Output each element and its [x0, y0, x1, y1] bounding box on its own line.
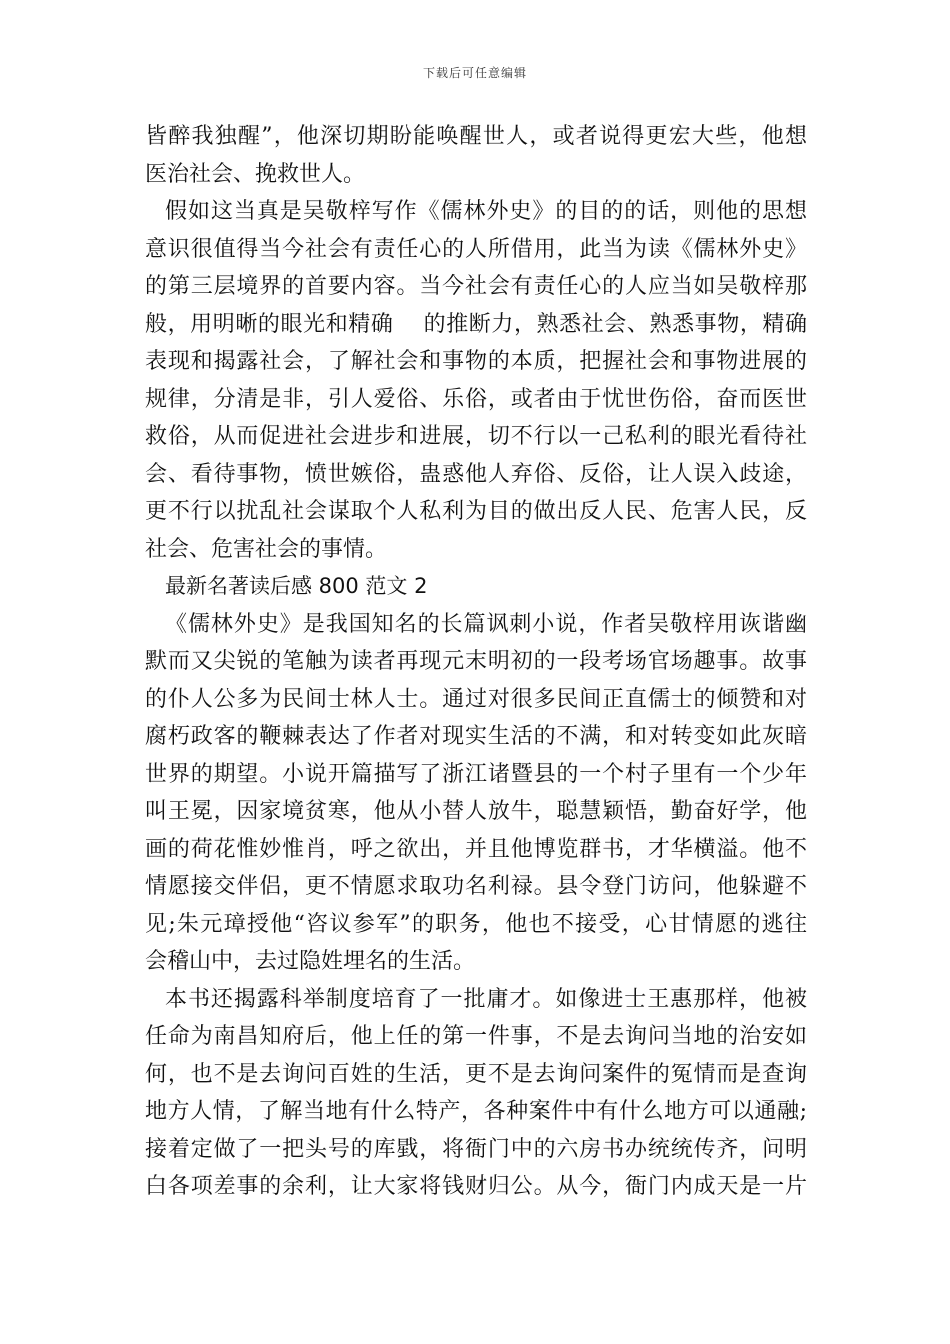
- text-line: 情愿接交伴侣，更不情愿求取功名利禄。县令登门访问，他躲避不: [145, 874, 807, 899]
- text-line: 叫王冕，因家境贫寒，他从小替人放牛，聪慧颖悟，勤奋好学，他: [145, 799, 807, 824]
- text-line: 般，用明晰的眼光和精确 的推断力，熟悉社会、熟悉事物，精确: [145, 311, 807, 337]
- text-line: 的第三层境界的首要内容。当今社会有责任心的人应当如吴敬梓那: [145, 274, 807, 299]
- text-line: 世界的期望。小说开篇描写了浙江诸暨县的一个村子里有一个少年: [145, 761, 807, 787]
- text-line: 表现和揭露社会，了解社会和事物的本质，把握社会和事物进展的: [145, 349, 807, 374]
- document-body: [145, 118, 807, 1206]
- text-line: 任命为南昌知府后，他上任的第一件事，不是去询问当地的治安如: [145, 1024, 807, 1049]
- text-line: 规律，分清是非，引人爱俗、乐俗，或者由于忧世伤俗，奋而医世: [145, 386, 807, 412]
- text-line: 见;朱元璋授他“咨议参军”的职务，他也不接受，心甘情愿的逃往: [145, 911, 807, 937]
- text-line: 会、看待事物，愤世嫉俗，蛊惑他人弃俗、反俗，让人误入歧途，: [145, 461, 807, 487]
- text-line: 社会、危害社会的事情。: [145, 536, 388, 562]
- page-header: 下载后可任意编辑: [422, 66, 527, 80]
- text-line: 救俗，从而促进社会进步和进展，切不行以一己私利的眼光看待社: [145, 424, 807, 449]
- text-line: 腐朽政客的鞭棘表达了作者对现实生活的不满，和对转变如此灰暗: [145, 724, 807, 749]
- text-line: 会稽山中，去过隐姓埋名的生活。: [145, 949, 476, 974]
- text-line: 地方人情，了解当地有什么特产，各种案件中有什么地方可以通融;: [145, 1099, 807, 1124]
- section-heading: 最新名著读后感 800 范文 2: [165, 574, 428, 598]
- text-line: 医治社会、挽救世人。: [145, 161, 366, 187]
- text-line: 皆醉我独醒”，他深切期盼能唤醒世人，或者说得更宏大些，他想: [145, 124, 807, 149]
- text-line: 何，也不是去询问百姓的生活，更不是去询问案件的冤情而是查询: [145, 1061, 807, 1087]
- text-line: 意识很值得当今社会有责任心的人所借用，此当为读《儒林外史》: [145, 236, 807, 262]
- text-line: 《儒林外史》是我国知名的长篇讽刺小说，作者吴敬梓用诙谐幽: [165, 611, 807, 637]
- text-line: 本书还揭露科举制度培育了一批庸才。如像进士王惠那样，他被: [165, 986, 807, 1012]
- text-line: 白各项差事的余利，让大家将钱财归公。从今，衙门内成天是一片: [145, 1174, 807, 1199]
- text-line: 假如这当真是吴敬梓写作《儒林外史》的目的的话，则他的思想: [165, 199, 807, 224]
- text-line: 画的荷花惟妙惟肖，呼之欲出，并且他博览群书，才华横溢。他不: [145, 836, 807, 862]
- text-line: 的仆人公多为民间士林人士。通过对很多民间正直儒士的倾赞和对: [145, 686, 807, 712]
- text-line: 默而又尖锐的笔触为读者再现元末明初的一段考场官场趣事。故事: [145, 649, 807, 674]
- text-line: 更不行以扰乱社会谋取个人私利为目的做出反人民、危害人民，反: [145, 499, 807, 524]
- text-line: 接着定做了一把头号的库戥，将衙门中的六房书办统统传齐，问明: [145, 1136, 807, 1162]
